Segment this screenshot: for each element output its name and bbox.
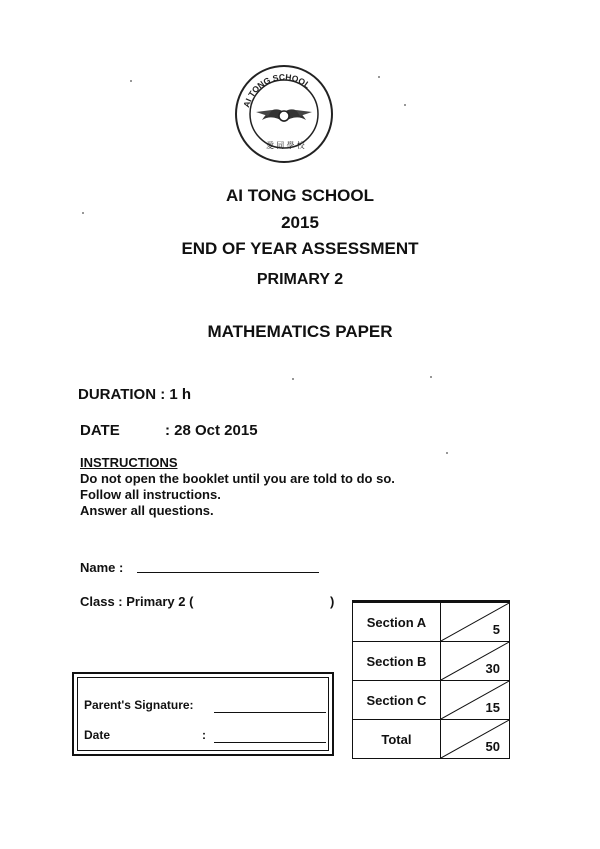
scan-speck — [82, 212, 84, 214]
date-label: DATE — [80, 422, 120, 439]
max-marks: 15 — [485, 700, 500, 715]
parent-signature-field[interactable] — [214, 712, 326, 713]
parent-date-label: Date — [84, 728, 111, 742]
duration-row — [78, 386, 191, 403]
score-row — [353, 681, 510, 720]
instruction-line: Do not open the booklet until you are told to do so. — [80, 471, 395, 486]
section-label: Total — [353, 720, 441, 759]
parent-signature-box — [72, 672, 334, 756]
score-row — [353, 603, 510, 642]
level-title: PRIMARY 2 — [256, 271, 344, 288]
exam-year: 2015 — [281, 213, 319, 232]
class-label: Class : Primary 2 ( — [80, 594, 194, 609]
max-marks: 50 — [485, 739, 500, 754]
name-label: Name : — [80, 560, 124, 575]
scan-speck — [430, 376, 432, 378]
instructions-heading: INSTRUCTIONS — [80, 455, 178, 470]
score-cell[interactable] — [440, 642, 509, 681]
scan-speck — [404, 104, 406, 106]
score-cell[interactable] — [440, 681, 509, 720]
parent-date-colon: : — [202, 728, 206, 742]
instruction-line: Follow all instructions. — [80, 487, 221, 502]
duration-label: DURATION — [78, 386, 157, 403]
class-close-paren: ) — [330, 594, 335, 609]
score-table — [352, 602, 510, 759]
section-label: Section C — [353, 681, 441, 720]
duration-value: : 1 h — [160, 386, 192, 403]
section-label: Section A — [353, 603, 441, 642]
scan-speck — [446, 452, 448, 454]
school-logo — [232, 62, 336, 166]
score-row — [353, 642, 510, 681]
score-cell[interactable] — [440, 603, 509, 642]
parent-date-field[interactable] — [214, 742, 326, 743]
date-value: : 28 Oct 2015 — [165, 422, 258, 439]
school-name: AI TONG SCHOOL — [226, 186, 374, 205]
score-cell[interactable] — [440, 720, 509, 759]
scan-speck — [292, 378, 294, 380]
max-marks: 30 — [485, 661, 500, 676]
name-field[interactable] — [137, 572, 319, 573]
scan-speck — [130, 80, 132, 82]
instruction-line: Answer all questions. — [80, 503, 214, 518]
paper-title: MATHEMATICS PAPER — [207, 322, 393, 341]
max-marks: 5 — [492, 622, 500, 637]
section-label: Section B — [353, 642, 441, 681]
assessment-title: END OF YEAR ASSESSMENT — [181, 239, 419, 258]
score-row — [353, 720, 510, 759]
instructions — [80, 455, 395, 519]
svg-text:愛 同 學 校: 愛 同 學 校 — [266, 141, 305, 150]
parent-signature-label: Parent's Signature: — [84, 698, 194, 712]
scan-speck — [378, 76, 380, 78]
svg-text:AI TONG SCHOOL: AI TONG SCHOOL — [241, 71, 313, 109]
